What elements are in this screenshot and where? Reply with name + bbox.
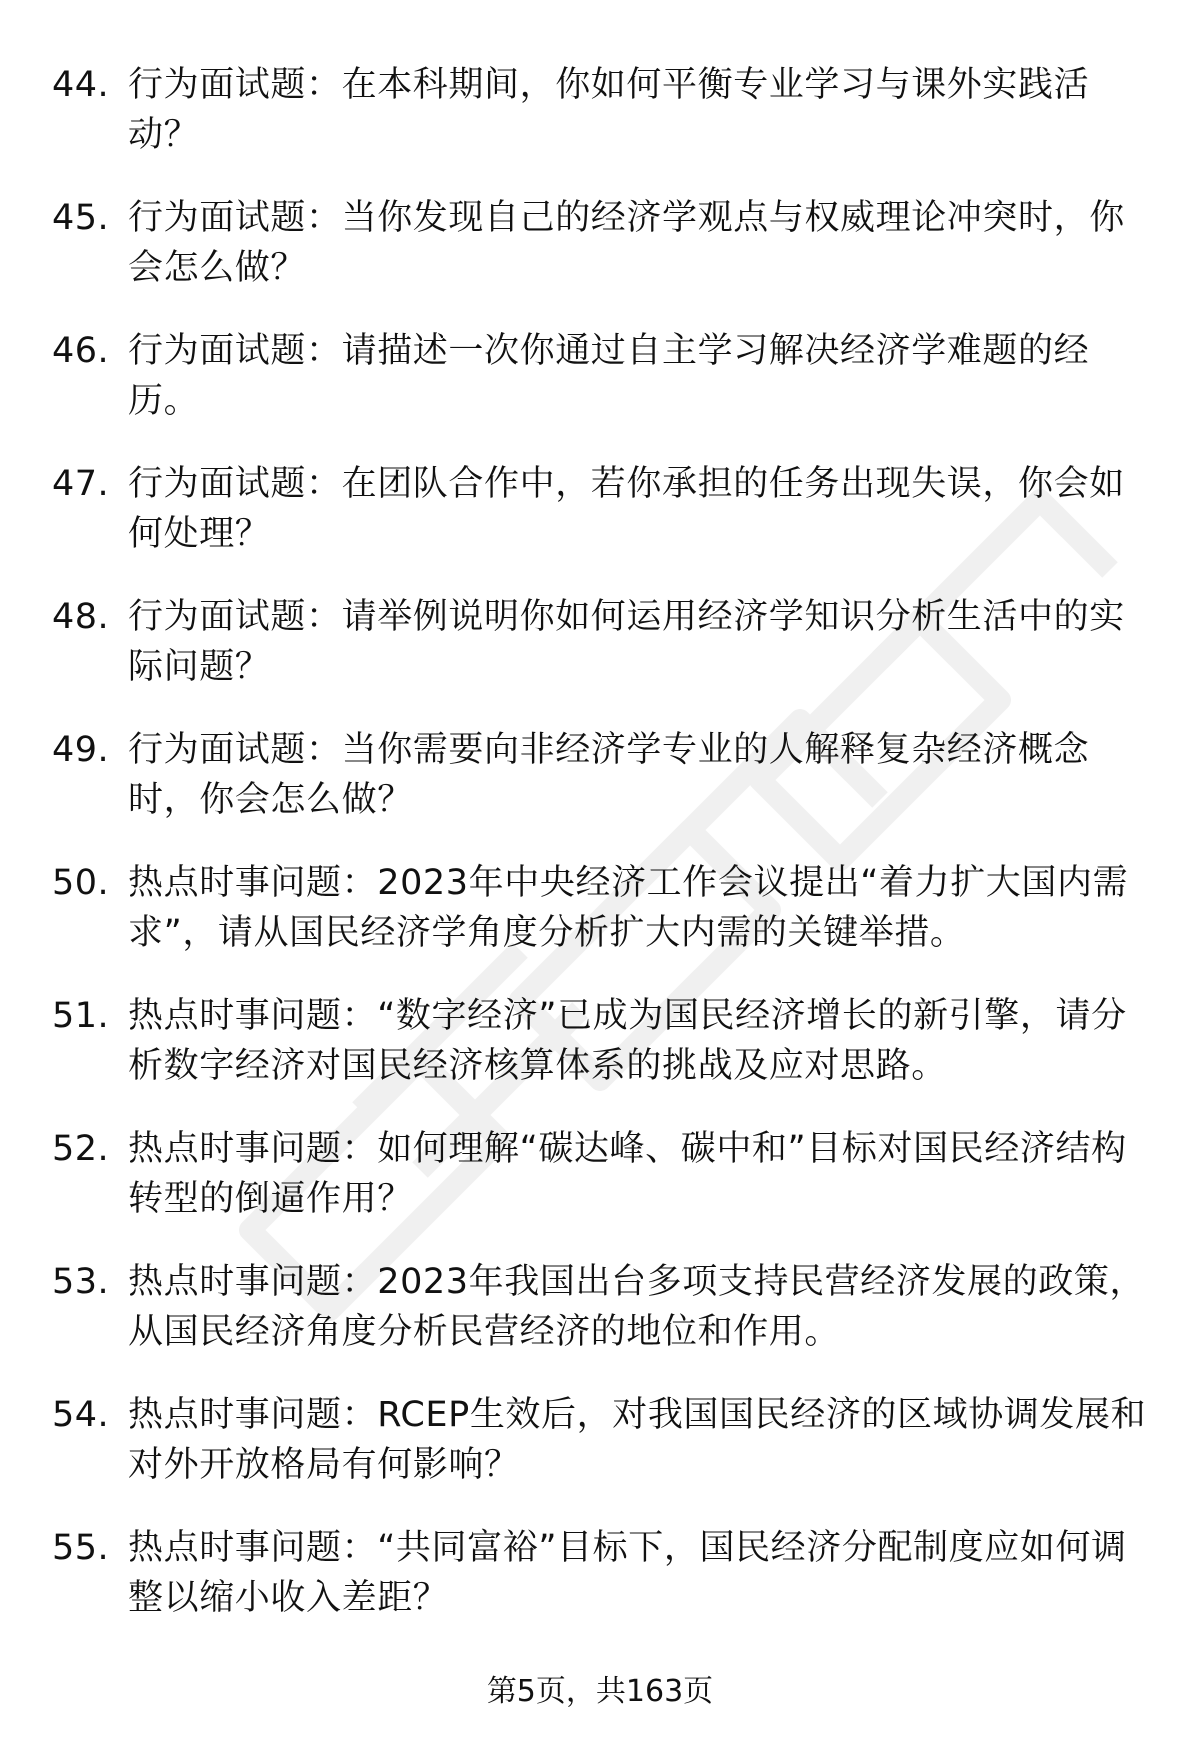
question-number: 49. bbox=[52, 730, 110, 770]
question-text: 热点时事问题：RCEP生效后，对我国国民经济的区域协调发展和对外开放格局有何影响？ bbox=[128, 1395, 1147, 1485]
question-item bbox=[0, 725, 1200, 858]
page-number-footer: 第5页，共163页 bbox=[486, 1674, 714, 1709]
question-text: 行为面试题：请描述一次你通过自主学习解决经济学难题的经历。 bbox=[128, 331, 1090, 421]
question-number: 44. bbox=[52, 65, 110, 105]
question-number: 47. bbox=[52, 464, 110, 504]
question-number: 45. bbox=[52, 198, 110, 238]
question-number: 54. bbox=[52, 1395, 110, 1435]
question-number: 51. bbox=[52, 996, 110, 1036]
question-number: 55. bbox=[52, 1528, 110, 1568]
question-text: 行为面试题：在本科期间，你如何平衡专业学习与课外实践活动？ bbox=[128, 65, 1090, 155]
question-text: 行为面试题：当你发现自己的经济学观点与权威理论冲突时，你会怎么做？ bbox=[128, 198, 1125, 288]
question-text: 热点时事问题：如何理解“碳达峰、碳中和”目标对国民经济结构转型的倒逼作用？ bbox=[128, 1129, 1127, 1219]
question-item bbox=[0, 193, 1200, 326]
question-item bbox=[0, 60, 1200, 193]
question-item bbox=[0, 991, 1200, 1124]
question-item bbox=[0, 459, 1200, 592]
question-item bbox=[0, 1390, 1200, 1523]
question-number: 52. bbox=[52, 1129, 110, 1169]
question-number: 48. bbox=[52, 597, 110, 637]
question-text: 热点时事问题：“数字经济”已成为国民经济增长的新引擎，请分析数字经济对国民经济核算体系的挑战及应对思路。 bbox=[128, 996, 1127, 1086]
question-item bbox=[0, 1257, 1200, 1390]
question-text: 热点时事问题：2023年中央经济工作会议提出“着力扩大国内需求”，请从国民经济学角度分析扩大内需的关键举措。 bbox=[128, 863, 1129, 953]
question-list bbox=[0, 60, 1200, 1656]
question-item bbox=[0, 1523, 1200, 1656]
question-text: 行为面试题：在团队合作中，若你承担的任务出现失误，你会如何处理？ bbox=[128, 464, 1125, 554]
question-item bbox=[0, 326, 1200, 459]
question-text: 行为面试题：请举例说明你如何运用经济学知识分析生活中的实际问题？ bbox=[128, 597, 1125, 687]
question-text: 行为面试题：当你需要向非经济学专业的人解释复杂经济概念时，你会怎么做？ bbox=[128, 730, 1090, 820]
question-item bbox=[0, 1124, 1200, 1257]
question-item bbox=[0, 592, 1200, 725]
question-text: 热点时事问题：2023年我国出台多项支持民营经济发展的政策，从国民经济角度分析民营经济的地位和作用。 bbox=[128, 1262, 1146, 1352]
question-number: 46. bbox=[52, 331, 110, 371]
question-number: 53. bbox=[52, 1262, 110, 1302]
question-item bbox=[0, 858, 1200, 991]
question-number: 50. bbox=[52, 863, 110, 903]
question-text: 热点时事问题：“共同富裕”目标下，国民经济分配制度应如何调整以缩小收入差距？ bbox=[128, 1528, 1127, 1618]
